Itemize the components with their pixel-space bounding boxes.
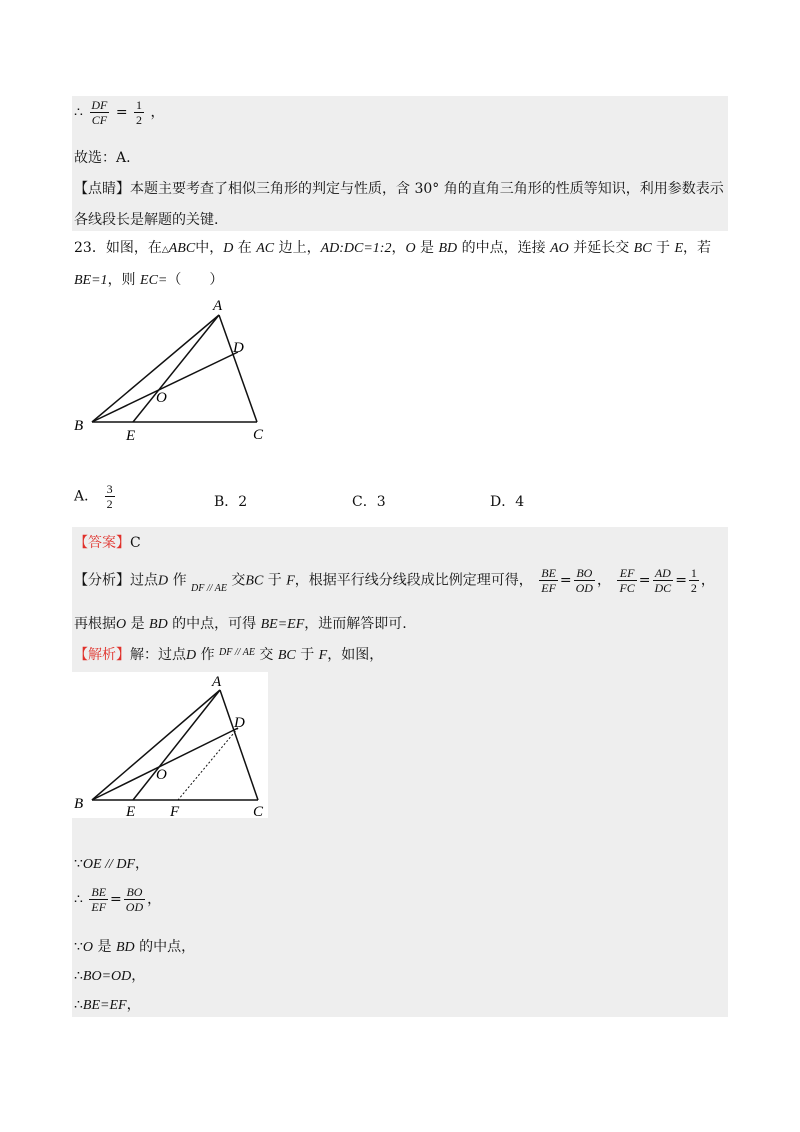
answer-tag: 【答案】: [74, 535, 130, 551]
fraction-df-cf: $\frac{DF}{CF}$: [91, 98, 108, 127]
prev-choose-line: 故选：A.: [74, 150, 131, 166]
fraction-one-half: $\frac{1}{2}$: [136, 98, 143, 127]
option-a-label: A．: [74, 488, 99, 505]
answer-line: [74, 533, 141, 553]
label-D: D: [234, 715, 245, 731]
label-O: O: [156, 767, 167, 783]
solution-line-1: 【解析】解：过点D 作 $^{DF // AE}$ 交 BC 于 F，如图，: [74, 647, 384, 663]
option-a[interactable]: [74, 482, 117, 511]
option-d[interactable]: D．4: [490, 494, 525, 510]
label-C: C: [253, 427, 264, 443]
label-E: E: [126, 804, 136, 820]
solution-tag: 【解析】: [74, 647, 130, 663]
therefore-symbol: ∴: [74, 104, 83, 121]
label-B: B: [74, 418, 84, 434]
label-A: A: [212, 674, 222, 690]
label-C: C: [253, 804, 264, 820]
analysis-line-1: 【分析】过点D 作 $_{DF // AE}$ 交BC 于 F，根据平行线分线段成比例定理可得， $\frac{BE}{EF}$ = $\frac{BO}{OD}$ ， $\frac{EF}{FC}$ = $\frac{AD}{DC}$ = $\frac{1}{2}$ ，: [74, 566, 715, 595]
tip-tag: 【点睛】: [74, 181, 130, 197]
prev-therefore-line: [74, 98, 164, 127]
question-line-1: 23．如图，在△ABC中，D 在 AC 边上，AD:DC=1:2，O 是 BD 的中点，连接 AO 并延长交 BC 于 E，若: [74, 240, 712, 256]
label-O: O: [156, 390, 167, 406]
equals-sign: =: [115, 104, 128, 121]
answer-value: C: [130, 535, 141, 551]
question-line-2: BE=1，则 EC=（ ）: [74, 272, 224, 288]
triangle-figure-2: [70, 670, 270, 820]
label-F: F: [170, 804, 180, 820]
triangle-figure-1: [70, 296, 290, 446]
prev-tip-line-2: 各线段长是解题的关键.: [74, 212, 219, 228]
solution-step-2: ∴ $\frac{BE}{EF}$ = $\frac{BO}{OD}$ ，: [74, 885, 162, 914]
option-b[interactable]: B．2: [214, 494, 248, 510]
analysis-line-2: 再根据O 是 BD 的中点，可得 BE=EF，进而解答即可.: [74, 616, 407, 632]
tip-text: 本题主要考查了相似三角形的判定与性质，含 30° 角的直角三角形的性质等知识，利用参数表示: [130, 181, 724, 197]
label-A: A: [213, 298, 223, 314]
label-B: B: [74, 796, 84, 812]
solution-step-5: ∴BE=EF，: [74, 997, 141, 1013]
solution-step-4: ∴BO=OD，: [74, 968, 146, 984]
label-D: D: [233, 340, 244, 356]
solution-step-3: ∵O 是 BD 的中点，: [74, 939, 196, 955]
prev-tip-line-1: [74, 179, 724, 199]
option-a-fraction: $\frac{3}{2}$: [106, 482, 113, 511]
comma: ，: [150, 104, 165, 121]
label-E: E: [126, 428, 136, 444]
option-c[interactable]: C．3: [352, 494, 386, 510]
solution-step-1: ∵OE // DF，: [74, 856, 150, 872]
